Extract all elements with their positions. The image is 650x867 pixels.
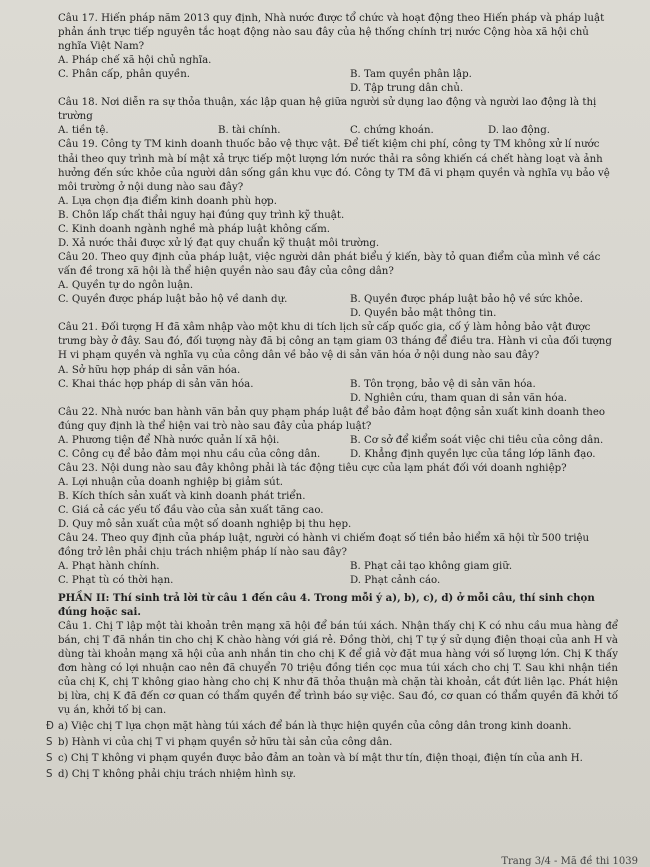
q19-option-d: D. Xả nước thải được xử lý đạt quy chuẩn kỹ thuật môi trường. [58,238,380,250]
q21-option-a: A. Sở hữu hợp pháp di sản văn hóa. [58,364,241,376]
q21-option-d: D. Nghiên cứu, tham quan di sản văn hóa. [350,392,568,404]
q19-option-b: B. Chôn lấp chất thải nguy hại đúng quy trình kỹ thuật. [58,209,345,221]
q17-options-row [58,68,618,82]
q24-option-c: C. Phạt tù có thời hạn. [58,575,174,587]
q23-option-d: D. Quy mô sản xuất của một số doanh nghiệp bị thu hẹp. [58,519,352,531]
handwritten-mark-icon: Đ [46,721,54,733]
q20-options-row-2 [58,307,618,321]
q21-option-c: C. Khai thác hợp pháp di sản văn hóa. [58,378,254,390]
q22-option-d: D. Khẳng định quyền lực của tầng lớp lãnh đạo. [350,448,596,460]
handwritten-mark-icon: S [46,753,53,765]
q17-option-d: D. Tập trung dân chủ. [350,83,464,95]
question-23-stem: Câu 23. Nội dung nào sau đây không phải là tác động tiêu cực của lạm phát đối với doanh nghiệp? [58,462,567,474]
q24-options-row [58,560,618,574]
statement-c-text: c) Chị T không vi phạm quyền được bảo đảm an toàn và bí mật thư tín, điện thoại, điện tín của anh H. [58,753,583,765]
question-24-stem: Câu 24. Theo quy định của pháp luật, người có hành vi chiếm đoạt số tiền bảo hiểm xã hội từ 500 triệu đồng trở lên phải chịu trách nhiệm pháp lí nào sau đây? [58,533,590,559]
exam-page [46,12,618,784]
q19-option-a: A. Lựa chọn địa điểm kinh doanh phù hợp. [58,195,277,207]
q20-option-a: A. Quyền tự do ngôn luận. [58,280,194,292]
part-2-statement-c [46,752,618,766]
q21-option-b: B. Tôn trọng, bảo vệ di sản văn hóa. [350,378,536,390]
q20-options-row [58,293,618,307]
q20-option-b: B. Quyền được pháp luật bảo hộ về sức khỏe. [350,294,584,306]
part-2-statement-a [46,720,618,734]
q21-options-row-2 [58,392,618,406]
q22-options-row [58,434,618,448]
q23-option-b: B. Kích thích sản xuất và kinh doanh phát triển. [58,490,306,502]
q18-option-a: A. tiền tệ. [58,125,109,137]
q20-option-d: D. Quyền bảo mật thông tin. [350,308,497,320]
handwritten-mark-icon: S [46,737,53,749]
q24-option-b: B. Phạt cải tạo không giam giữ. [350,561,513,573]
statement-a-text: a) Việc chị T lựa chọn mặt hàng túi xách để bán là thực hiện quyền của công dân trong kinh doanh. [58,721,572,733]
page-footer: Trang 3/4 - Mã đề thi 1039 [501,856,638,867]
q18-option-d: D. lao động. [488,125,550,137]
q22-option-c: C. Công cụ để bảo đảm mọi nhu cầu của công dân. [58,448,321,460]
q22-option-a: A. Phương tiện để Nhà nước quản lí xã hội. [58,434,280,446]
q18-option-c: C. chứng khoán. [350,125,434,137]
q22-option-b: B. Cơ sở để kiểm soát việc chi tiêu của công dân. [350,434,604,446]
part-2-statement-b [46,736,618,750]
part-2-statement-d [46,768,618,782]
part-2-question-1-text: Câu 1. Chị T lập một tài khoản trên mạng xã hội để bán túi xách. Nhận thấy chị K có nhu cầu mua hàng để bán, chị T đã nhắn tin cho chị K chào hàng với giá rẻ. Đồng thời, chị T tự ý sử dụng điện thoại của anh H và dùng tài khoản mạng xã hội của anh nhắn tin cho chị K để giả vờ đặt mua hàng với số lượng lớn. Chị K thấy đơn hàng có lợi nhuận cao nên đã chuyển 70 triệu đồng tiền cọc mua túi xách cho chị T. Sau khi nhận tiền của chị K, chị T không giao hàng cho chị K như đã thỏa thuận mà chặn tài khoản, cắt đứt liên lạc. Phát hiện bị lừa, chị K đã đến cơ quan có thẩm quyền để trình báo sự việc. Sau đó, cơ quan có thẩm quyền đã khởi tố vụ án, khởi tố bị can. [58,620,618,716]
q24-option-a: A. Phạt hành chính. [58,561,160,573]
statement-d-text: d) Chị T không phải chịu trách nhiệm hình sự. [58,769,296,781]
part-2-title: PHẦN II: Thí sinh trả lời từ câu 1 đến câu 4. Trong mỗi ý a), b), c), d) ở mỗi câu, thí sinh chọn đúng hoặc sai. [58,592,595,619]
q17-option-a: A. Pháp chế xã hội chủ nghĩa. [58,55,212,67]
q24-options-row-2 [58,574,618,588]
q18-option-b: B. tài chính. [218,125,281,137]
question-18-stem: Câu 18. Nơi diễn ra sự thỏa thuận, xác lập quan hệ giữa người sử dụng lao động và người lao động là thị trường [58,97,597,123]
question-21-stem: Câu 21. Đối tượng H đã xâm nhập vào một khu di tích lịch sử cấp quốc gia, cố ý làm hỏng bảo vật được trưng bày ở đây. Sau đó, đối tượng này đã bị công an tạm giam 03 tháng để điều tra. Hành vi của đối tượng H vi phạm quyền và nghĩa vụ của công dân về bảo vệ di sản văn hóa ở nội dung nào sau đây? [58,322,612,362]
q23-option-a: A. Lợi nhuận của doanh nghiệp bị giảm sút. [58,476,284,488]
q22-options-row-2 [58,448,618,462]
question-22-stem: Câu 22. Nhà nước ban hành văn bản quy phạm pháp luật để bảo đảm hoạt động sản xuất kinh doanh theo đúng quy định là thể hiện vai trò nào sau đây của pháp luật? [58,406,606,432]
q18-options-row [58,124,618,138]
q17-options-row-2 [58,82,618,96]
q17-option-b: B. Tam quyền phân lập. [350,69,472,81]
question-19-stem: Câu 19. Công ty TM kinh doanh thuốc bảo vệ thực vật. Để tiết kiệm chi phí, công ty TM không xử lí nước thải theo quy trình mà bí mật xả trực tiếp một lượng lớn nước thải ra sông khiến cá chết hàng loạt và ảnh hưởng đến sức khỏe của người dân sống gần khu vực đó. Công ty TM đã vi phạm quyền và nghĩa vụ bảo vệ môi trường ở nội dung nào sau đây? [58,139,610,193]
handwritten-mark-icon: S [46,769,53,781]
statement-b-text: b) Hành vi của chị T vi phạm quyền sở hữu tài sản của công dân. [58,737,393,749]
q17-option-c: C. Phân cấp, phân quyền. [58,69,191,81]
q21-options-row [58,378,618,392]
q24-option-d: D. Phạt cảnh cáo. [350,575,441,587]
q19-option-c: C. Kinh doanh ngành nghề mà pháp luật không cấm. [58,223,331,235]
q23-option-c: C. Giá cả các yếu tố đầu vào của sản xuất tăng cao. [58,505,324,517]
question-17-stem: Câu 17. Hiến pháp năm 2013 quy định, Nhà nước được tổ chức và hoạt động theo Hiến pháp và pháp luật phản ánh trực tiếp nguyên tắc hoạt động nào sau đây của hệ thống chính trị nước Cộng hòa xã hội chủ nghĩa Việt Nam? [58,13,605,53]
q20-option-c: C. Quyền được pháp luật bảo hộ về danh dự. [58,294,288,306]
question-20-stem: Câu 20. Theo quy định của pháp luật, việc người dân phát biểu ý kiến, bày tỏ quan điểm của mình về các vấn đề trong xã hội là thể hiện quyền nào sau đây của công dân? [58,252,601,278]
